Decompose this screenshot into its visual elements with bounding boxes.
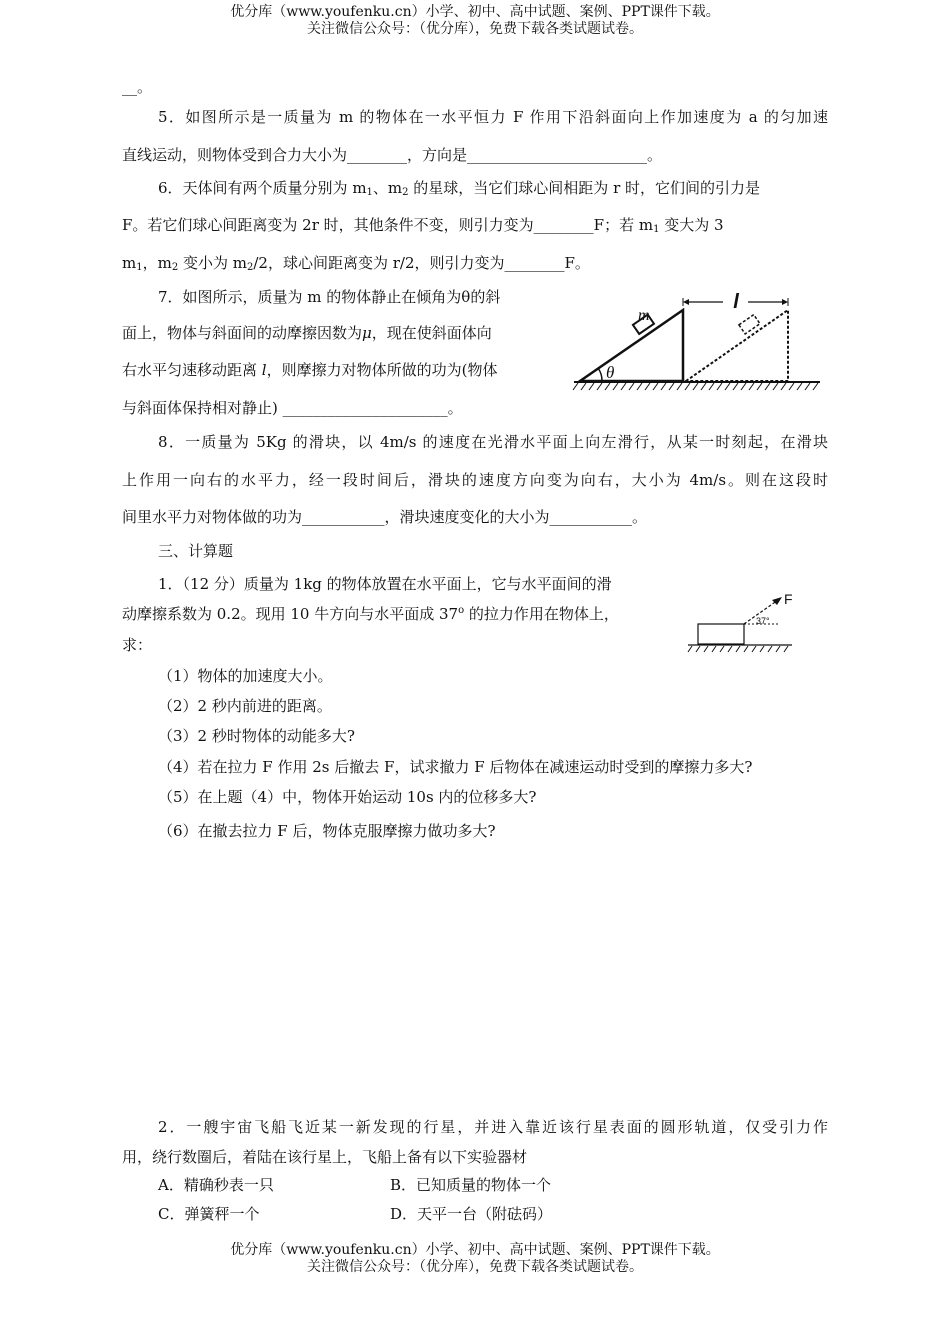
q7-line-1: 7．如图所示，质量为 m 的物体静止在倾角为θ的斜 [158,288,501,306]
c1-fig-F-label: F [784,591,793,607]
q4-tail: __。 [122,78,153,96]
c1-fig-angle-label: 37° [756,616,770,626]
q6-line-1 [158,179,760,197]
c1-line-3: 求： [122,636,153,654]
c1-item-6: （6）在撤去拉力 F 后，物体克服摩擦力做功多大? [158,822,496,840]
q6-sub-4: 1 [136,262,143,273]
c1-line-2 [122,605,619,623]
q6-text-c: 的星球，当它们球心间相距为 r 时，它们间的引力是 [408,179,761,197]
q7-text-c: 右水平匀速移动距离 [122,361,262,379]
q7-l: l [261,361,267,379]
q7-fig-l-label: l [733,291,739,313]
c1-line-1: 1．（12 分）质量为 1kg 的物体放置在水平面上，它与水平面间的滑 [158,575,612,593]
c1-item-3: （3）2 秒时物体的动能多大? [158,727,355,745]
c2-option-b: B．已知质量的物体一个 [390,1176,552,1194]
page-footer-line-2: 关注微信公众号：（优分库），免费下载各类试题试卷。 [307,1259,643,1275]
q6-sub-6: 2 [246,262,254,273]
q6-text-d: F。若它们球心间距离变为 2r 时，其他条件不变，则引力变为________F；若 m [122,216,654,234]
c2-option-d: D．天平一台（附砝码） [390,1205,553,1223]
q7-fig-theta-label: θ [606,363,615,382]
q7-text-d: ，则摩擦力对物体所做的功为(物体 [266,361,498,379]
c1-item-4: （4）若在拉力 F 作用 2s 后撤去 F，试求撤力 F 后物体在减速运动时受到的摩擦力多大? [158,758,753,776]
q6-text-e: 变大为 3 [659,216,724,234]
c2-line-2: 用，绕行数圈后，着陆在该行星上，飞船上备有以下实验器材 [122,1148,528,1166]
c1-text-b: 的拉力作用在物体上， [464,605,619,623]
q7-fig-m-label: m [638,307,650,324]
q6-text-f: m [122,254,137,272]
page-header-line-1: 优分库（www.youfenku.cn）小学、初中、高中试题、案例、PPT课件下载。 [230,4,720,20]
q8-line-3: 间里水平力对物体做的功为___________，滑块速度变化的大小为___________。 [122,508,648,526]
c2-option-a: A．精确秒表一只 [158,1176,274,1194]
q6-sub-5: 2 [171,262,179,273]
q6-line-3 [122,254,590,272]
q7-line-2 [122,324,492,342]
q7-text-a: 面上，物体与斜面间的动摩擦因数为 [122,324,363,342]
q5-line-1: 5．如图所示是一质量为 m 的物体在一水平恒力 F 作用下沿斜面向上作加速度为 a 的匀加速 [158,108,828,126]
c2-option-c: C．弹簧秤一个 [158,1205,260,1223]
q5-line-2: 直线运动，则物体受到合力大小为________，方向是________________________。 [122,146,663,164]
c1-force-figure [684,588,808,654]
q6-text-b: 、m [372,179,403,197]
q6-text-i: /2，球心间距离变为 r/2，则引力变为________F。 [253,254,590,272]
q6-line-2 [122,216,724,234]
q6-sub-2: 2 [402,187,409,198]
q8-line-1: 8．一质量为 5Kg 的滑块，以 4m/s 的速度在光滑水平面上向左滑行，从某一时刻起，在滑块 [158,433,828,451]
q6-sub-3: 1 [653,224,660,235]
c1-item-5: （5）在上题（4）中，物体开始运动 10s 内的位移多大? [158,788,537,806]
c1-degree-sup: o [458,605,465,616]
q7-incline-figure [568,288,830,398]
q7-mu: μ [362,324,372,342]
section-title-calculation: 三、计算题 [158,542,234,560]
q6-text-a: 6．天体间有两个质量分别为 m [158,179,367,197]
page-header-line-2: 关注微信公众号：（优分库），免费下载各类试题试卷。 [307,21,643,37]
page-footer-line-1: 优分库（www.youfenku.cn）小学、初中、高中试题、案例、PPT课件下载。 [230,1242,720,1258]
q7-line-4: 与斜面体保持相对静止) ______________________。 [122,399,463,417]
c2-line-1: 2．一艘宇宙飞船飞近某一新发现的行星，并进入靠近该行星表面的圆形轨道，仅受引力作 [158,1118,828,1136]
q7-text-b: ，现在使斜面体向 [371,324,492,342]
c1-text-a: 动摩擦系数为 0.2。现用 10 牛方向与水平面成 37 [122,605,459,623]
q7-line-3 [122,361,497,379]
c1-item-2: （2）2 秒内前进的距离。 [158,697,332,715]
q6-text-h: 变小为 m [178,254,247,272]
c1-item-1: （1）物体的加速度大小。 [158,667,333,685]
q6-text-g: ，m [142,254,172,272]
q8-line-2: 上作用一向右的水平力，经一段时间后，滑块的速度方向变为向右，大小为 4m/s。则在这段时 [122,471,828,489]
q6-sub-1: 1 [366,187,373,198]
